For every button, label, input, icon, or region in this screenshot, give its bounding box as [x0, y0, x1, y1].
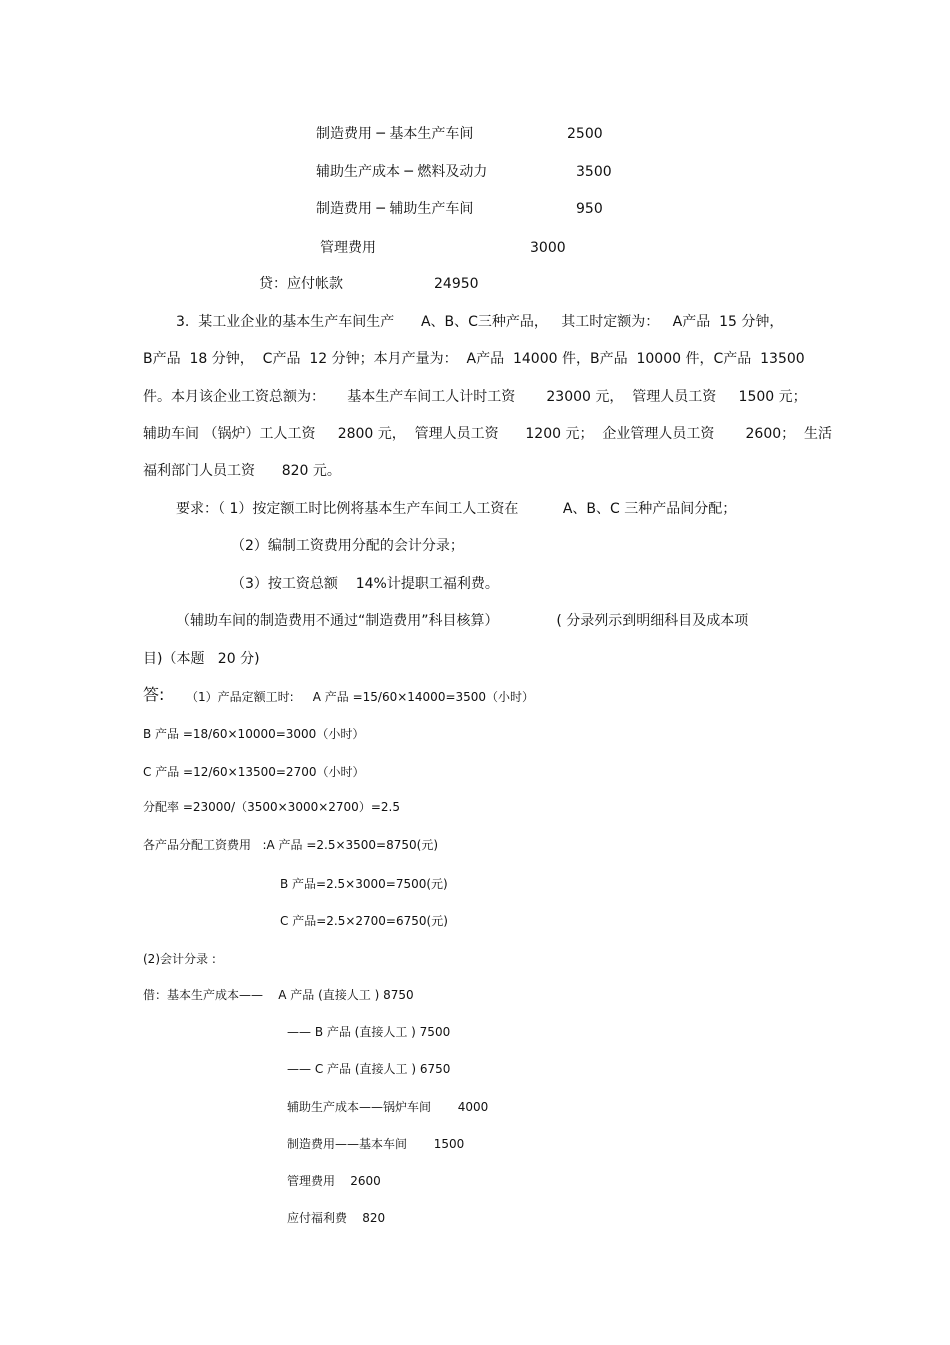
- journal-entry-line: 管理费用 2600: [287, 1174, 381, 1188]
- entry-account: 管理费用: [320, 240, 376, 256]
- answer-line: （1）产品定额工时: A 产品 =15/60×14000=3500（小时）: [186, 690, 535, 704]
- answer-line: 各产品分配工资费用 :A 产品 =2.5×3500=8750(元): [143, 838, 439, 852]
- journal-entry-line: 制造费用——基本车间 1500: [287, 1137, 465, 1151]
- question-text-line: 福利部门人员工资 820 元。: [143, 463, 341, 479]
- journal-entry-line: 借：基本生产成本—— A 产品 (直接人工 ) 8750: [143, 988, 414, 1002]
- entry-amount: 3500: [576, 164, 612, 180]
- answer-line: B 产品=2.5×3000=7500(元): [280, 877, 448, 891]
- question-text-line: 3. 某工业企业的基本生产车间生产 A、B、C三种产品， 其工时定额为： A产品 15 分钟，: [176, 314, 784, 330]
- question-note: 目)（本题 20 分): [143, 651, 260, 667]
- question-text-line: 辅助车间 （锅炉）工人工资 2800 元， 管理人员工资 1200 元； 企业管理人员工资 2600； 生活: [143, 426, 833, 442]
- answer-line: B 产品 =18/60×10000=3000（小时）: [143, 727, 365, 741]
- requirement-2: （2）编制工资费用分配的会计分录；: [231, 538, 464, 554]
- entry-amount: 950: [576, 201, 603, 217]
- entry-amount: 3000: [530, 240, 566, 256]
- entry-amount: 2500: [567, 126, 603, 142]
- entry-account: 辅助生产成本 ─ 燃料及动力: [316, 164, 488, 180]
- credit-amount: 24950: [434, 276, 479, 292]
- requirement-3: （3）按工资总额 14%计提职工福利费。: [231, 576, 499, 592]
- journal-entry-line: 辅助生产成本——锅炉车间 4000: [287, 1100, 489, 1114]
- answer-heading: 答:: [143, 685, 165, 704]
- answer-line: (2)会计分录 :: [143, 952, 216, 966]
- answer-line: C 产品 =12/60×13500=2700（小时）: [143, 765, 365, 779]
- entry-account: 制造费用 ─ 基本生产车间: [316, 126, 474, 142]
- answer-line: C 产品=2.5×2700=6750(元): [280, 914, 448, 928]
- answer-line: 分配率 =23000/（3500×3000×2700）=2.5: [143, 800, 400, 814]
- credit-account: 贷：应付帐款: [259, 276, 343, 292]
- question-note: （辅助车间的制造费用不通过“制造费用”科目核算） ( 分录列示到明细科目及成本项: [176, 613, 749, 629]
- journal-entry-line: —— C 产品 (直接人工 ) 6750: [287, 1062, 451, 1076]
- entry-account: 制造费用 ─ 辅助生产车间: [316, 201, 474, 217]
- question-text-line: 件。本月该企业工资总额为： 基本生产车间工人计时工资 23000 元， 管理人员工资 1500 元；: [143, 389, 807, 405]
- requirement-1: 要求：（ 1）按定额工时比例将基本生产车间工人工资在 A、B、C 三种产品间分配；: [176, 501, 737, 517]
- question-text-line: B产品 18 分钟， C产品 12 分钟；本月产量为： A产品 14000 件，B产品 10000 件，C产品 13500: [143, 351, 805, 367]
- journal-entry-line: 应付福利费 820: [287, 1211, 386, 1225]
- journal-entry-line: —— B 产品 (直接人工 ) 7500: [287, 1025, 451, 1039]
